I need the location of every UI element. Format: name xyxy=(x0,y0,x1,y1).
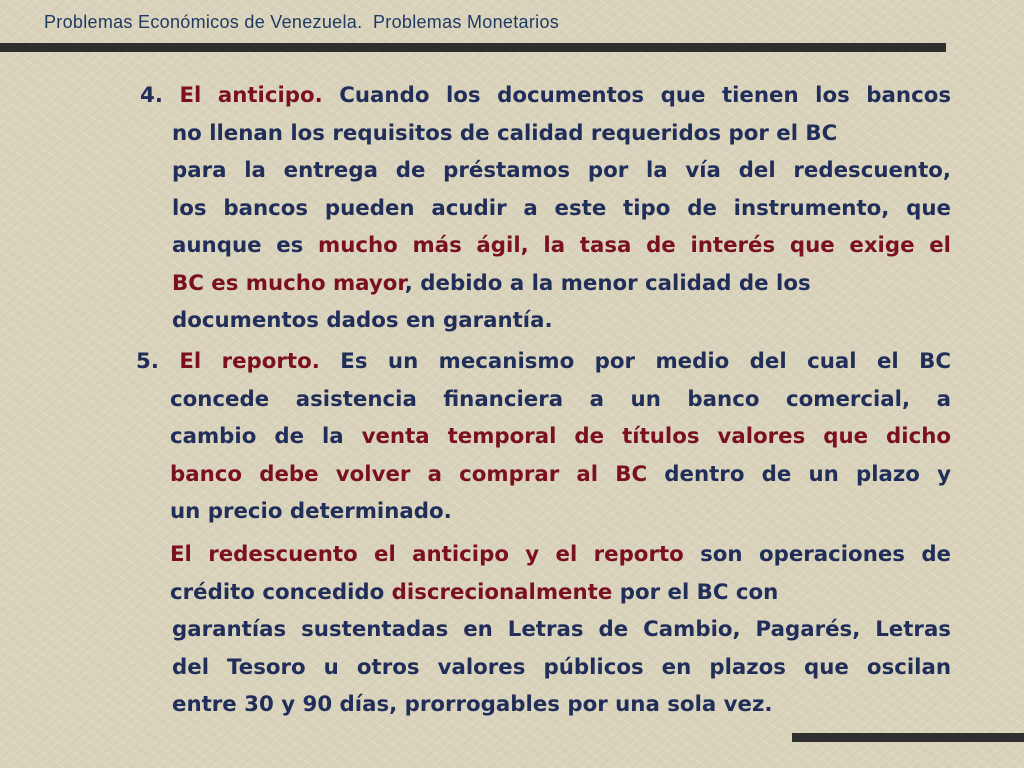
closing-highlight: discrecionalmente xyxy=(391,579,613,605)
item-5-text: cambio de la xyxy=(170,424,344,449)
item-5-highlight: banco debe volver a comprar al BC xyxy=(170,461,648,487)
closing-body xyxy=(172,611,951,724)
item-4-number: 4. xyxy=(140,83,163,108)
item-4-body xyxy=(172,115,951,340)
closing-line-3: garantías sustentadas en Letras de Cambio, Pagarés, Letras xyxy=(172,617,951,642)
item-4-highlight: BC es mucho mayor xyxy=(172,270,405,296)
item-4-paragraph xyxy=(140,77,951,115)
closing-highlight: El redescuento el anticipo y el reporto xyxy=(170,542,684,567)
closing-line-4: del Tesoro u otros valores públicos en plazos que oscilan xyxy=(172,654,951,680)
slide-header-title: Problemas Económicos de Venezuela. Problemas Monetarios xyxy=(44,12,560,32)
item-4-text: , debido a la menor calidad de los xyxy=(404,270,811,296)
item-4-title: El anticipo. xyxy=(179,83,323,108)
item-5-line-3 xyxy=(170,418,951,456)
item-5-title: El reporto. xyxy=(179,349,320,374)
closing-line-2 xyxy=(170,574,951,612)
item-4-highlight: mucho más ágil, la tasa de interés que exige el xyxy=(318,233,951,258)
item-4-line-7: documentos dados en garantía. xyxy=(172,308,553,333)
closing-line-1 xyxy=(170,536,951,574)
item-5-number: 5. xyxy=(136,349,159,374)
item-5-text: dentro de un plazo y xyxy=(664,461,951,487)
item-5-text: Es un mecanismo por medio del cual el BC xyxy=(340,349,951,374)
item-5-line-5: un precio determinado. xyxy=(170,499,452,524)
closing-line-5: entre 30 y 90 días, prorrogables por una sola vez. xyxy=(172,692,773,717)
item-5-line-1 xyxy=(136,343,951,381)
closing-text: crédito concedido xyxy=(170,579,385,605)
closing-text: son operaciones de xyxy=(700,542,952,567)
item-4-line-2: no llenan los requisitos de calidad requeridos por el BC xyxy=(172,120,838,146)
item-4-text: Cuando los documentos que tienen los bancos xyxy=(339,83,951,108)
item-5-paragraph xyxy=(136,343,951,381)
item-4-text: aunque es xyxy=(172,233,304,258)
closing-paragraph xyxy=(170,536,951,611)
item-4-line-6 xyxy=(172,265,951,303)
item-4-line-5 xyxy=(172,227,951,265)
closing-text: por el BC con xyxy=(619,579,779,605)
item-4-line-4: los bancos pueden acudir a este tipo de instrumento, que xyxy=(172,195,951,221)
item-4-line-3: para la entrega de préstamos por la vía del redescuento, xyxy=(172,158,951,183)
item-5-highlight: venta temporal de títulos valores que dicho xyxy=(361,424,951,449)
item-5-line-4 xyxy=(170,456,951,494)
item-4-line-1 xyxy=(140,77,951,115)
item-5-line-2: concede asistencia financiera a un banco comercial, a xyxy=(170,386,951,412)
item-5-body xyxy=(170,381,951,531)
